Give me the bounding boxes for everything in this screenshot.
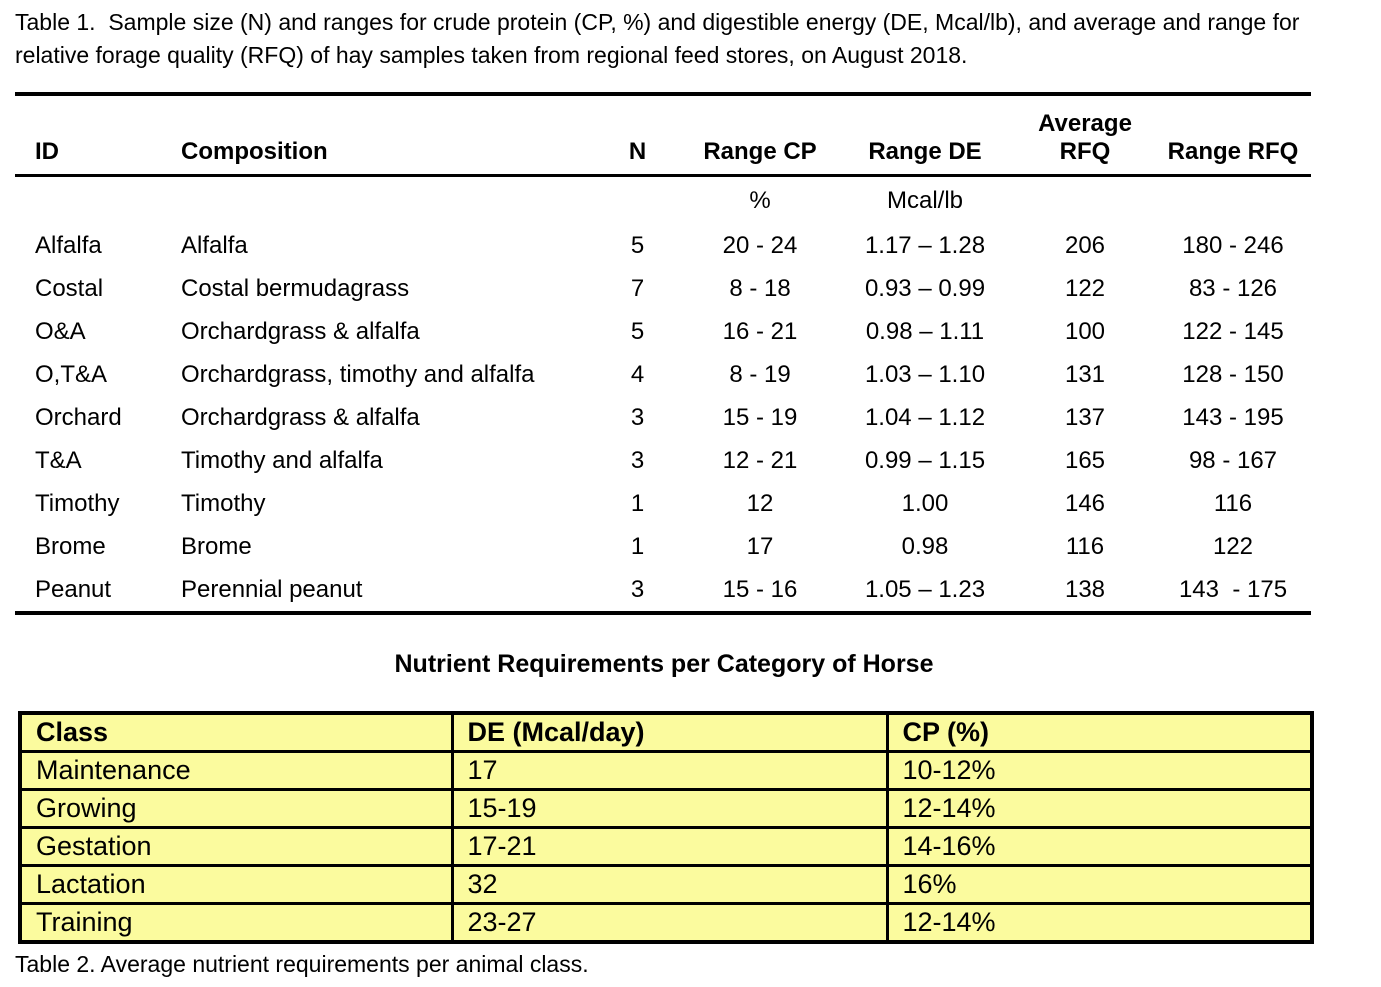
table1-row — [15, 568, 1311, 613]
table1-cell-range-cp: 8 - 18 — [729, 274, 791, 302]
table2-header-class: Class — [20, 713, 452, 752]
table1-hay-samples — [15, 92, 1311, 615]
table1-cell-range-rfq: 143 - 175 — [1178, 575, 1288, 603]
table1-cell-composition: Orchardgrass & alfalfa — [181, 403, 420, 431]
table2-cell-de: 32 — [452, 866, 887, 904]
table1-units-de: Mcal/lb — [886, 186, 964, 214]
table1-header-range-de: Range DE — [835, 94, 1015, 176]
table2-cell-class: Lactation — [20, 866, 452, 904]
table1-cell-n: 1 — [630, 489, 645, 517]
table1-cell-avg-rfq: 165 — [1064, 446, 1106, 474]
table1-row — [15, 267, 1311, 310]
table1-header-average-line1: Average — [1038, 110, 1132, 137]
table1-caption: Table 1. Sample size (N) and ranges for crude protein (CP, %) and digestible energy (DE, Mcal/lb), and average and range for relative forage quality (RFQ) of hay samples taken from regional feed stores, on August 2018. — [15, 9, 1306, 68]
table1-cell-range-cp: 12 — [746, 489, 774, 517]
table1-cell-composition: Timothy — [181, 489, 266, 517]
table1-cell-avg-rfq: 146 — [1064, 489, 1106, 517]
table1-cell-range-rfq: 122 - 145 — [1182, 317, 1284, 345]
table1-row — [15, 439, 1311, 482]
table1-cell-avg-rfq: 206 — [1064, 231, 1106, 259]
table2-row — [20, 752, 1312, 790]
table2-cell-de: 23-27 — [452, 904, 887, 943]
table1-cell-range-rfq: 128 - 150 — [1182, 360, 1284, 388]
table1-cell-range-cp: 16 - 21 — [722, 317, 798, 345]
table1-header-id: ID — [15, 94, 165, 176]
table2-row — [20, 904, 1312, 943]
table1-cell-range-de: 1.04 – 1.12 — [864, 403, 986, 431]
table1-cell-range-cp: 15 - 16 — [722, 575, 798, 603]
table1-cell-id: Peanut — [35, 575, 112, 603]
table1-cell-n: 4 — [630, 360, 645, 388]
table2-caption: Table 2. Average nutrient requirements per animal class. — [15, 951, 589, 977]
table1-cell-composition: Costal bermudagrass — [181, 274, 410, 302]
table1-cell-id: Alfalfa — [35, 231, 102, 259]
table1-cell-composition: Perennial peanut — [181, 575, 363, 603]
table1-cell-id: Brome — [35, 532, 106, 560]
table2-row — [20, 790, 1312, 828]
table1-cell-avg-rfq: 138 — [1064, 575, 1106, 603]
table1-header-range-cp: Range CP — [685, 94, 835, 176]
table1-cell-n: 3 — [630, 575, 645, 603]
table1-row — [15, 396, 1311, 439]
table1-cell-range-rfq: 143 - 195 — [1182, 403, 1284, 431]
table1-cell-id: Timothy — [35, 489, 120, 517]
table1-cell-id: O,T&A — [35, 360, 108, 388]
table1-cell-range-cp: 12 - 21 — [722, 446, 798, 474]
table1-cell-range-rfq: 122 — [1212, 532, 1254, 560]
table2-cell-cp: 12-14% — [887, 904, 1312, 943]
table1-cell-avg-rfq: 122 — [1064, 274, 1106, 302]
table1-cell-range-de: 0.98 – 1.11 — [865, 317, 985, 345]
table1-row — [15, 353, 1311, 396]
table1-cell-id: Orchard — [35, 403, 122, 431]
table1-header-row — [15, 94, 1311, 176]
table1-units-empty — [590, 176, 685, 225]
table1-header-range-rfq: Range RFQ — [1155, 94, 1311, 176]
table1-cell-n: 3 — [630, 446, 645, 474]
table2-cell-class: Training — [20, 904, 452, 943]
table1-cell-range-de: 1.00 — [901, 489, 949, 517]
table2-cell-class: Maintenance — [20, 752, 452, 790]
table2-cell-cp: 16% — [887, 866, 1312, 904]
table1-row — [15, 224, 1311, 267]
table1-header-average-line2: RFQ — [1059, 138, 1111, 165]
table1-units-cp: % — [749, 186, 771, 214]
table1-cell-range-de: 0.98 — [901, 532, 949, 560]
table2-header-row — [20, 713, 1312, 752]
table1-cell-id: O&A — [35, 317, 86, 345]
table2-title: Nutrient Requirements per Category of Horse — [394, 650, 934, 678]
table2-row — [20, 828, 1312, 866]
table1-cell-range-de: 1.03 – 1.10 — [864, 360, 986, 388]
table1-cell-range-cp: 15 - 19 — [722, 403, 798, 431]
table1-cell-n: 3 — [630, 403, 645, 431]
table2-cell-de: 17-21 — [452, 828, 887, 866]
table1-cell-range-cp: 17 — [746, 532, 774, 560]
table2-cell-de: 15-19 — [452, 790, 887, 828]
table1-cell-n: 5 — [630, 231, 645, 259]
table1-cell-range-de: 0.99 – 1.15 — [864, 446, 986, 474]
table1-cell-avg-rfq: 131 — [1064, 360, 1106, 388]
table1-cell-n: 7 — [630, 274, 645, 302]
table2-cell-cp: 14-16% — [887, 828, 1312, 866]
table1-cell-composition: Alfalfa — [181, 231, 248, 259]
table2-cell-class: Growing — [20, 790, 452, 828]
table1-cell-composition: Brome — [181, 532, 252, 560]
table1-header-composition: Composition — [165, 94, 590, 176]
table1-units-empty — [15, 176, 165, 225]
table1-units-empty — [1015, 176, 1155, 225]
table1-row — [15, 310, 1311, 353]
table1-cell-range-rfq: 98 - 167 — [1188, 446, 1278, 474]
table1-cell-avg-rfq: 116 — [1065, 532, 1105, 560]
table1-cell-avg-rfq: 137 — [1064, 403, 1106, 431]
table1-units-empty — [165, 176, 590, 225]
table1-cell-range-de: 1.05 – 1.23 — [864, 575, 986, 603]
table1-cell-range-cp: 20 - 24 — [722, 231, 798, 259]
table2-cell-cp: 10-12% — [887, 752, 1312, 790]
table1-cell-id: T&A — [35, 446, 82, 474]
table1-cell-range-cp: 8 - 19 — [729, 360, 791, 388]
table2-cell-de: 17 — [452, 752, 887, 790]
table1-header-n: N — [590, 94, 685, 176]
table1-row — [15, 525, 1311, 568]
table2-cell-class: Gestation — [20, 828, 452, 866]
table1-cell-id: Costal — [35, 274, 104, 302]
table1-cell-range-rfq: 180 - 246 — [1182, 231, 1284, 259]
table2-cell-cp: 12-14% — [887, 790, 1312, 828]
table1-cell-composition: Timothy and alfalfa — [181, 446, 383, 474]
table1-cell-composition: Orchardgrass & alfalfa — [181, 317, 420, 345]
table2-row — [20, 866, 1312, 904]
table1-cell-range-rfq: 83 - 126 — [1188, 274, 1278, 302]
table1-cell-n: 5 — [630, 317, 645, 345]
table1-units-row — [15, 176, 1311, 225]
table1-cell-n: 1 — [630, 532, 645, 560]
table1-cell-range-de: 1.17 – 1.28 — [864, 231, 986, 259]
table2-nutrient-requirements — [18, 711, 1314, 944]
table2-header-cp: CP (%) — [887, 713, 1312, 752]
table2-header-de: DE (Mcal/day) — [452, 713, 887, 752]
table1-row — [15, 482, 1311, 525]
table1-units-empty — [1155, 176, 1311, 225]
table1-cell-avg-rfq: 100 — [1064, 317, 1106, 345]
table1-cell-composition: Orchardgrass, timothy and alfalfa — [181, 360, 535, 388]
table1-header-average-rfq — [1015, 94, 1155, 176]
table1-cell-range-rfq: 116 — [1213, 489, 1253, 517]
table1-cell-range-de: 0.93 – 0.99 — [864, 274, 986, 302]
